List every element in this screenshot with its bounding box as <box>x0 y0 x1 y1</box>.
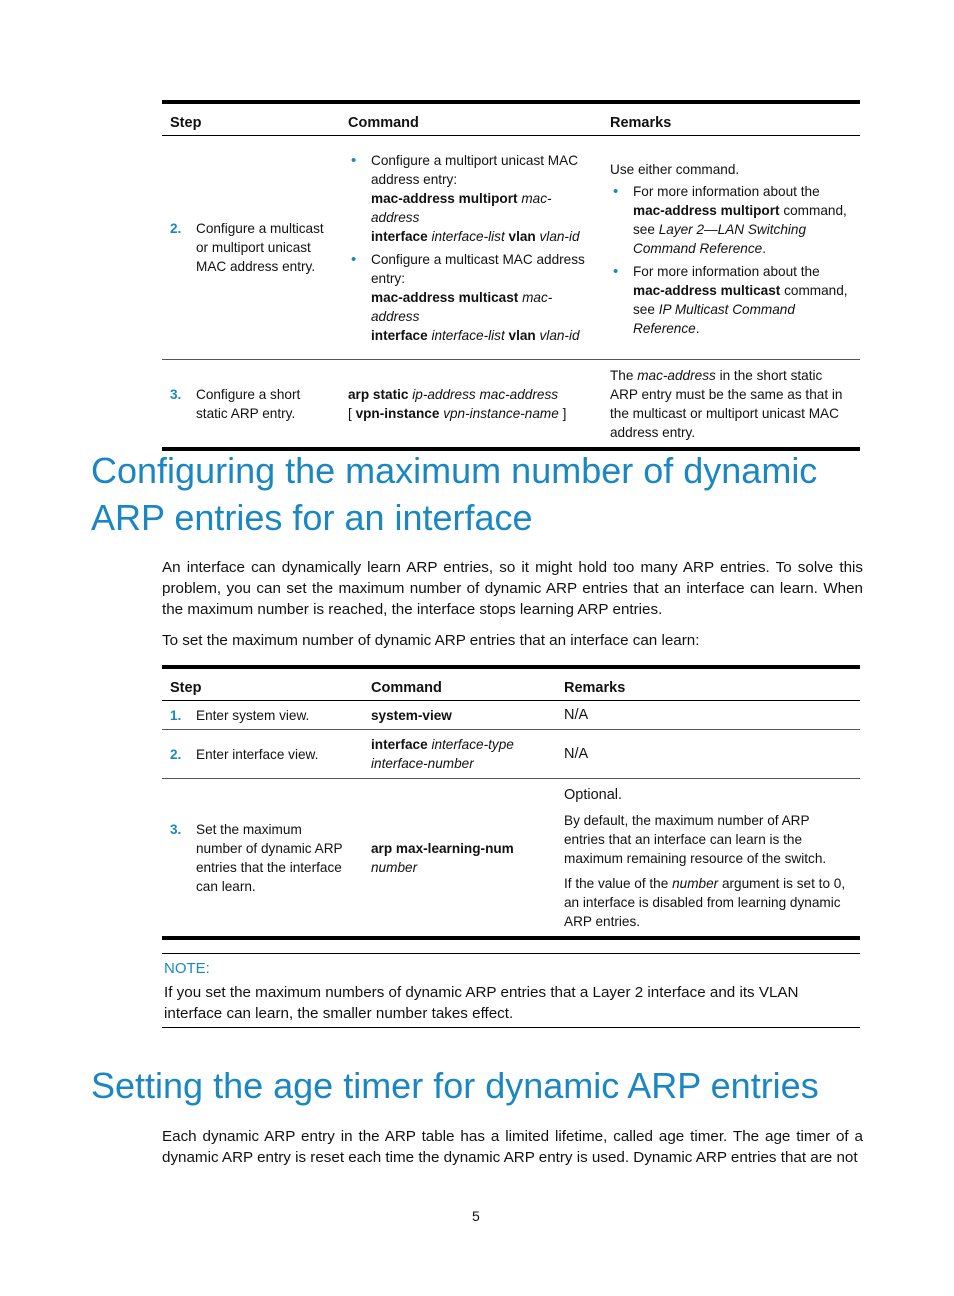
command-keyword: mac-address multiport <box>371 191 518 206</box>
remarks-cell: N/A <box>556 730 860 779</box>
step-number: 2. <box>170 221 182 236</box>
table-2-header-step: Step <box>162 669 363 701</box>
table-row <box>162 136 860 360</box>
remark-text: in the short static ARP entry must be the same as that in the multicast or multiport unicast MAC address entry. <box>610 368 843 440</box>
remark-reference: IP Multicast Command Reference <box>633 301 795 336</box>
command-arg: interface-list <box>431 229 505 244</box>
command-keyword: interface <box>371 229 428 244</box>
remark-text: command, see <box>633 282 848 317</box>
section-heading: Configuring the maximum number of dynamic ARP entries for an interface <box>91 450 818 538</box>
remark-text: If the value of the <box>564 876 669 891</box>
table-1-header-remarks: Remarks <box>602 104 860 136</box>
page-number: 5 <box>472 1208 480 1224</box>
table-1-header-step: Step <box>162 104 340 136</box>
table-1-header-command: Command <box>340 104 602 136</box>
list-item <box>348 151 594 246</box>
command-keyword: mac-address multicast <box>371 290 519 305</box>
table-row <box>162 779 860 937</box>
step-text: Set the maximum number of dynamic ARP entries that the interface can learn. <box>196 821 343 894</box>
table-2-header-remarks: Remarks <box>556 669 860 701</box>
table-row <box>162 730 860 779</box>
remarks-list <box>610 182 852 338</box>
paragraph: To set the maximum number of dynamic ARP entries that an interface can learn: <box>162 632 700 649</box>
command-cell <box>340 136 602 360</box>
command-arg: ip-address mac-address <box>412 386 559 402</box>
step-text: Enter interface view. <box>196 746 319 762</box>
table-2-grid <box>162 669 860 936</box>
command-list <box>348 151 594 345</box>
remark-text: Optional. <box>564 787 623 803</box>
command-arg: mac-address <box>371 290 553 324</box>
table-2 <box>162 665 860 940</box>
table-row <box>162 701 860 730</box>
list-item: • For more information about the mac-address multiport command, see Layer 2—LAN Switching Command Reference. <box>610 182 852 258</box>
step-cell <box>162 701 363 730</box>
table-1-header-row <box>162 104 860 136</box>
command-keyword: arp static <box>348 386 409 402</box>
command-arg: vlan-id <box>539 229 580 244</box>
step-number: 2. <box>170 746 182 762</box>
table-1 <box>162 100 860 451</box>
table-row <box>162 360 860 448</box>
command-desc: Configure a multiport unicast MAC address entry: <box>371 153 579 187</box>
remark-text: argument is set to 0, an interface is disabled from learning dynamic ARP entries. <box>564 876 846 929</box>
remark-text: By default, the maximum number of ARP entries that an interface can learn is the maximum remaining resource of the switch. <box>564 813 827 866</box>
step-cell <box>162 779 363 937</box>
list-item <box>348 250 594 345</box>
section-heading: Setting the age timer for dynamic ARP entries <box>91 1065 819 1106</box>
remark-intro: Use either command. <box>610 161 740 177</box>
remark-text: The <box>610 368 634 383</box>
step-number: 3. <box>170 821 182 837</box>
step-text: Enter system view. <box>196 708 310 723</box>
command-keyword: system-view <box>371 707 452 723</box>
remarks-cell: N/A <box>556 701 860 730</box>
command-keyword: vlan <box>508 328 536 343</box>
remark-keyword: mac-address multicast <box>633 282 781 298</box>
remark-paragraph <box>564 874 852 931</box>
command-cell: arp static ip-address mac-address [ vpn-instance vpn-instance-name ] <box>340 360 602 448</box>
step-text: Configure a multicast or multiport unicast MAC address entry. <box>196 221 324 274</box>
command-keyword: vpn-instance <box>355 405 440 421</box>
table-1-grid <box>162 104 860 447</box>
command-keyword: arp max-learning-num <box>371 840 514 856</box>
paragraph: Each dynamic ARP entry in the ARP table has a limited lifetime, called age timer. The age timer of a dynamic ARP entry is reset each time the dynamic ARP entry is used. Dynamic ARP entries that are not <box>162 1128 863 1166</box>
remark-arg: number <box>672 876 719 891</box>
remark-reference: Layer 2—LAN Switching Command Reference <box>633 221 807 256</box>
command-arg: vlan-id <box>539 328 580 343</box>
remarks-cell <box>556 779 860 937</box>
command-keyword: interface <box>371 737 428 752</box>
command-cell <box>363 730 556 779</box>
paragraph: An interface can dynamically learn ARP entries, so it might hold too many ARP entries. To solve this problem, you can set the maximum number of dynamic ARP entries that an interface can learn. When the maximum number is reached, the interface stops learning ARP entries. <box>162 559 863 618</box>
command-arg: interface-list <box>431 328 505 343</box>
command-desc: Configure a multicast MAC address entry: <box>371 252 585 286</box>
remarks-cell <box>602 136 860 360</box>
command-keyword: vlan <box>508 229 536 244</box>
command-keyword: interface <box>371 328 428 343</box>
remark-arg: mac-address <box>637 368 716 383</box>
command-arg: vpn-instance-name <box>443 405 559 421</box>
command-cell <box>363 779 556 937</box>
step-number: 1. <box>170 708 182 723</box>
step-text: Configure a short static ARP entry. <box>196 386 301 421</box>
step-number: 3. <box>170 386 182 402</box>
step-cell <box>162 136 340 360</box>
remark-text: For more information about the <box>633 183 820 199</box>
step-cell <box>162 360 340 448</box>
command-arg: mac-address <box>371 191 552 225</box>
command-arg: number <box>371 859 418 875</box>
table-2-header-command: Command <box>363 669 556 701</box>
command-arg: interface-type interface-number <box>371 737 514 771</box>
command-cell <box>363 701 556 730</box>
table-2-header-row <box>162 669 860 701</box>
remark-text: For more information about the <box>633 263 820 279</box>
note-label: NOTE: <box>164 960 210 977</box>
list-item: • For more information about the mac-address multicast command, see IP Multicast Command Reference. <box>610 262 852 338</box>
remark-text: command, see <box>633 202 847 237</box>
remarks-cell <box>602 360 860 448</box>
note-box <box>162 953 860 1028</box>
step-cell <box>162 730 363 779</box>
note-text: If you set the maximum numbers of dynamic ARP entries that a Layer 2 interface and its VLAN interface can learn, the smaller number takes effect. <box>164 984 799 1022</box>
remark-keyword: mac-address multiport <box>633 202 780 218</box>
